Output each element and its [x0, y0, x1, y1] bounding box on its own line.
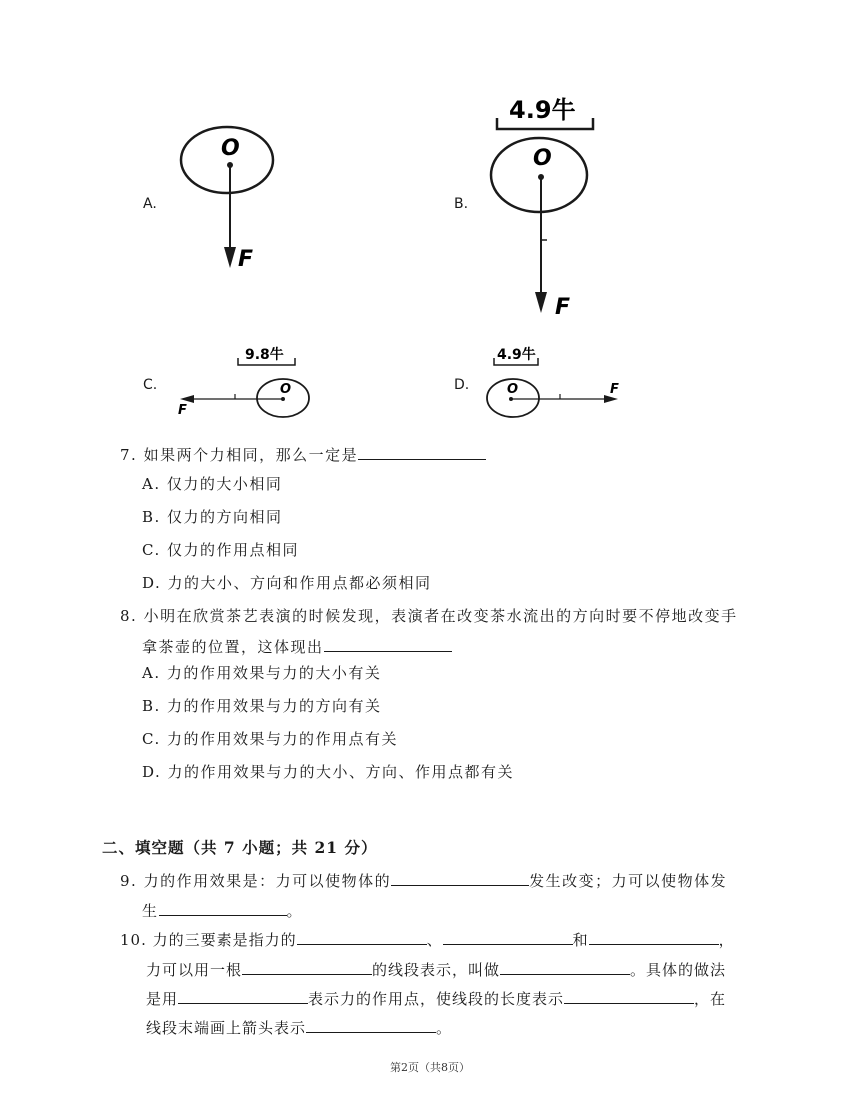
question-8-stem-line1: 8. 小明在欣赏茶艺表演的时候发现，表演者在改变茶水流出的方向时要不停地改变手: [120, 607, 738, 625]
question-7-option-b[interactable]: B. 仅力的方向相同: [142, 508, 283, 526]
scale-label: 9.8牛: [245, 347, 284, 363]
question-9-text-d: 。: [286, 902, 304, 920]
question-8-text: 拿茶壶的位置，这体现出: [142, 638, 324, 656]
section-title: 二、填空题（共 7 小题；共 21 分）: [102, 838, 378, 857]
question-9-text-a: 9. 力的作用效果是：力可以使物体的: [120, 872, 392, 890]
force-arrow-head: [180, 395, 194, 403]
question-10-text-e: 力可以用一根: [146, 961, 243, 979]
force-arrow-head: [224, 247, 236, 268]
question-10-text-a: 10. 力的三要素是指力的: [120, 931, 297, 949]
force-label-f: F: [178, 403, 187, 418]
answer-blank[interactable]: [306, 1018, 436, 1033]
center-label-o: O: [533, 146, 552, 171]
question-10-text-l: 。: [436, 1019, 453, 1037]
question-9-line2: [142, 900, 303, 921]
question-10-line3: [146, 988, 726, 1009]
force-diagram-c: [170, 342, 320, 422]
question-10-text-i: 表示力的作用点，使线段的长度表示: [308, 990, 565, 1008]
question-10-text-d: ，: [718, 931, 735, 949]
question-10-text-g: 。具体的做法: [630, 961, 727, 979]
question-10-text-k: 线段末端画上箭头表示: [146, 1019, 307, 1037]
answer-blank[interactable]: [391, 871, 529, 886]
option-letter-a: A.: [143, 196, 157, 212]
answer-blank[interactable]: [159, 901, 287, 916]
answer-blank[interactable]: [178, 989, 308, 1004]
question-10-text-h: 是用: [146, 990, 179, 1008]
question-7-option-c[interactable]: C. 仅力的作用点相同: [142, 541, 299, 559]
question-8-option-c[interactable]: C. 力的作用效果与力的作用点有关: [142, 730, 398, 748]
option-letter-b: B.: [454, 196, 469, 212]
option-letter-c: C.: [143, 377, 158, 393]
question-9-line1: [120, 870, 727, 891]
answer-blank[interactable]: [564, 989, 694, 1004]
option-letter-d: D.: [454, 377, 470, 393]
question-9-text-c: 生: [142, 902, 159, 920]
question-10-line2: [146, 959, 726, 980]
answer-blank[interactable]: [242, 960, 372, 975]
question-8-option-b[interactable]: B. 力的作用效果与力的方向有关: [142, 697, 382, 715]
scale-label: 4.9牛: [497, 347, 536, 363]
force-diagram-b: [485, 85, 610, 325]
question-8-stem-line2: [142, 636, 452, 657]
answer-blank[interactable]: [324, 637, 452, 652]
question-10-text-j: ，在: [694, 990, 727, 1008]
question-10-text-b: 、: [426, 931, 443, 949]
force-label-f: F: [238, 247, 254, 272]
scale-label: 4.9牛: [509, 96, 576, 124]
answer-blank[interactable]: [443, 930, 573, 945]
answer-blank[interactable]: [500, 960, 630, 975]
question-10-line4: [146, 1017, 452, 1038]
question-7-option-a[interactable]: A. 仅力的大小相同: [142, 475, 283, 493]
answer-blank[interactable]: [358, 445, 486, 460]
question-10-line1: [120, 929, 735, 950]
force-arrow-head: [535, 292, 547, 313]
force-label-f: F: [555, 295, 571, 320]
question-7-option-d[interactable]: D. 力的大小、方向和作用点都必须相同: [142, 574, 432, 592]
question-8-option-d[interactable]: D. 力的作用效果与力的大小、方向、作用点都有关: [142, 763, 515, 781]
force-label-f: F: [610, 382, 619, 397]
force-diagram-a: [175, 125, 285, 275]
question-8-option-a[interactable]: A. 力的作用效果与力的大小有关: [142, 664, 382, 682]
page-number: 第2页（共8页）: [390, 1061, 470, 1074]
question-10-text-c: 和: [572, 931, 589, 949]
answer-blank[interactable]: [297, 930, 427, 945]
question-10-text-f: 的线段表示，叫做: [372, 961, 501, 979]
answer-blank[interactable]: [589, 930, 719, 945]
question-7-stem: [120, 444, 486, 465]
center-label-o: O: [507, 382, 519, 397]
center-label-o: O: [221, 136, 240, 161]
force-diagram-d: [480, 342, 630, 422]
question-7-text: 7. 如果两个力相同，那么一定是: [120, 446, 359, 464]
question-9-text-b: 发生改变；力可以使物体发: [529, 872, 728, 890]
center-label-o: O: [280, 382, 292, 397]
